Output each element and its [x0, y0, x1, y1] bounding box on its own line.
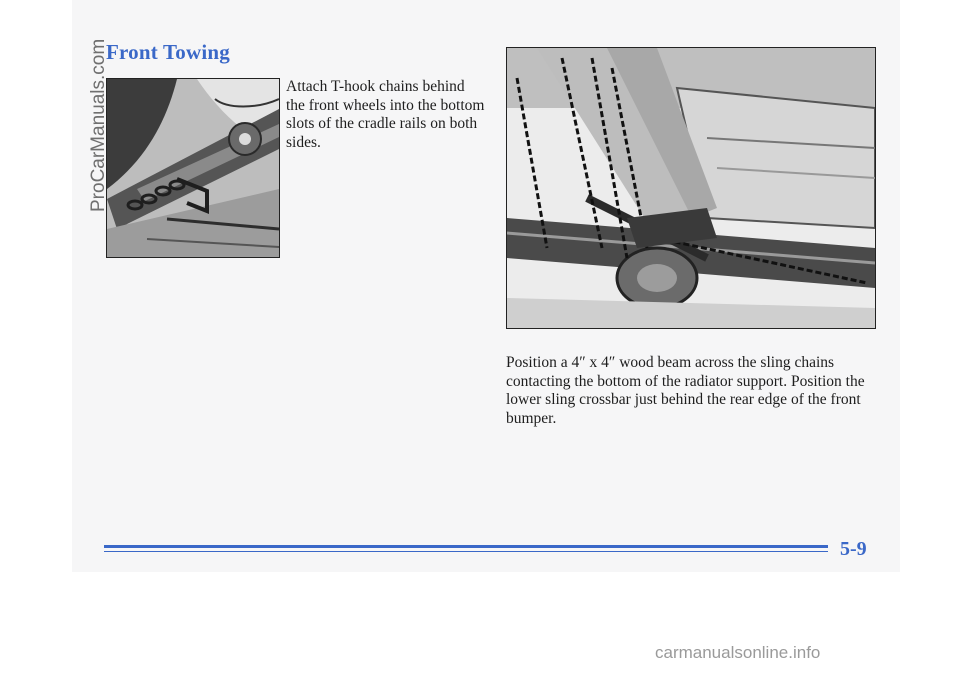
watermark: ProCarManuals.com: [88, 38, 109, 212]
footer-rule-thick: [104, 545, 828, 548]
instruction-attach-t-hook: Attach T-hook chains behind the front wheels into the bottom slots of the cradle rails on both sides.: [286, 78, 485, 151]
footer-rule-thin: [104, 551, 828, 552]
page-number: 5-9: [840, 538, 867, 560]
t-hook-illustration: [106, 78, 280, 258]
instruction-position-beam: Position a 4″ x 4″ wood beam across the sling chains contacting the bottom of the radiator support. Position the lower sling crossbar just behind the rear edge of the front bumper.: [506, 354, 865, 427]
sling-chains-illustration: [506, 47, 876, 329]
section-title: Front Towing: [106, 40, 230, 64]
footer-site-label: carmanualsonline.info: [655, 643, 821, 662]
